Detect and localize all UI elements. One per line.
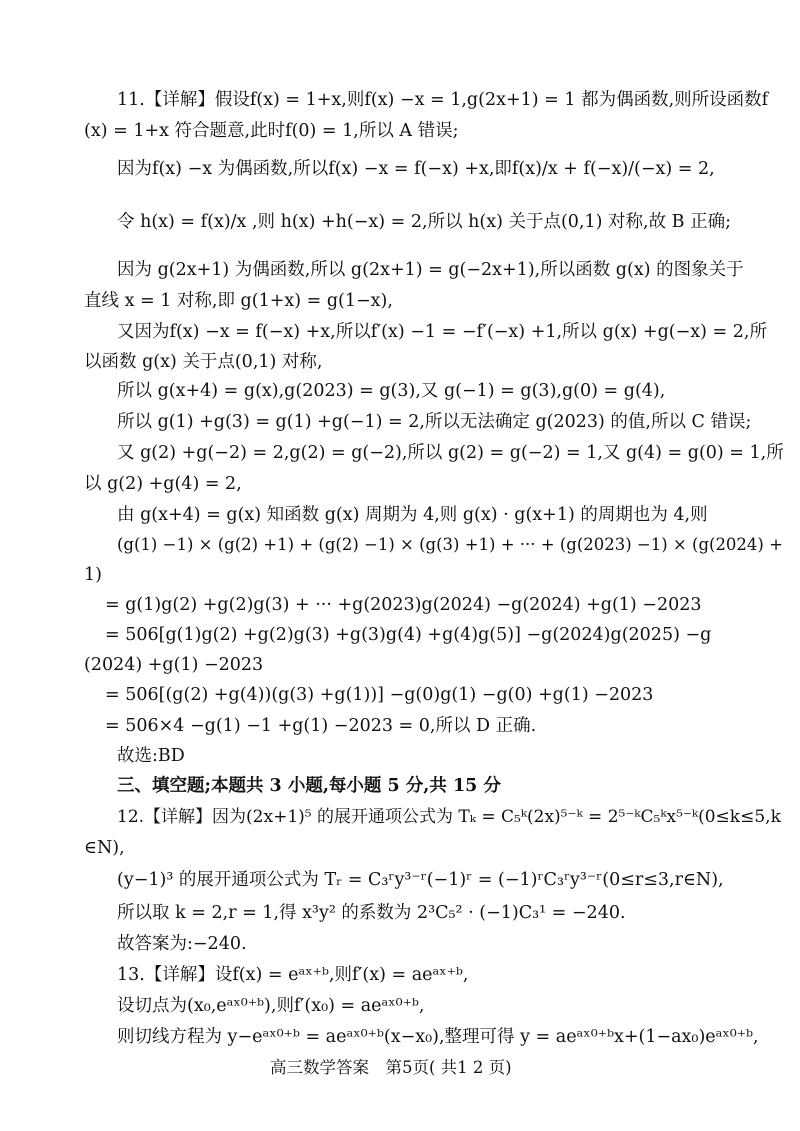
text-line: 由 g(x+4) = g(x) 知函数 g(x) 周期为 4,则 g(x) · g(x+1) 的周期也为 4,则 [117,505,708,525]
text-line: 以 g(2) +g(4) = 2, [84,474,242,494]
text-line: 以函数 g(x) 关于点(0,1) 对称, [84,352,323,372]
text-line: 设切点为(x₀,eᵃˣ⁰⁺ᵇ),则f′(x₀) = aeᵃˣ⁰⁺ᵇ, [117,996,425,1016]
text-line: 直线 x = 1 对称,即 g(1+x) = g(1−x), [84,291,393,311]
text-line: = 506[(g(2) +g(4))(g(3) +g(1))] −g(0)g(1) −g(0) +g(1) −2023 [105,685,654,705]
text-line: 所以 g(1) +g(3) = g(1) +g(−1) = 2,所以无法确定 g(2023) 的值,所以 C 错误; [117,412,752,432]
text-line: 又因为f(x) −x = f(−x) +x,所以f′(x) −1 = −f′(−x) +1,所以 g(x) +g(−x) = 2,所 [117,322,767,342]
text-line: 1) [84,565,102,585]
text-line: 12.【详解】因为(2x+1)⁵ 的展开通项公式为 Tₖ = C₅ᵏ(2x)⁵⁻ᵏ = 2⁵⁻ᵏC₅ᵏx⁵⁻ᵏ(0≤k≤5,k [117,807,781,827]
text-line: 13.【详解】设f(x) = eᵃˣ⁺ᵇ,则f′(x) = aeᵃˣ⁺ᵇ, [117,965,469,985]
text-line: ∈N), [84,838,125,858]
text-line: 故答案为:−240. [117,934,247,954]
text-line: 故选:BD [117,746,185,766]
text-line: (2024) +g(1) −2023 [84,655,264,675]
text-line: = 506[g(1)g(2) +g(2)g(3) +g(3)g(4) +g(4)g(5)] −g(2024)g(2025) −g [105,625,712,645]
text-line: 因为f(x) −x 为偶函数,所以f(x) −x = f(−x) +x,即f(x)/x + f(−x)/(−x) = 2, [117,159,715,179]
text-line: (y−1)³ 的展开通项公式为 Tᵣ = C₃ʳy³⁻ʳ(−1)ʳ = (−1)ʳC₃ʳy³⁻ʳ(0≤r≤3,r∈N), [117,870,724,890]
text-line: 所以取 k = 2,r = 1,得 x³y² 的系数为 2³C₅² · (−1)C₃¹ = −240. [117,903,626,923]
text-line: = 506×4 −g(1) −1 +g(1) −2023 = 0,所以 D 正确. [105,716,537,736]
text-line: (x) = 1+x 符合题意,此时f(0) = 1,所以 A 错误; [84,121,459,141]
text-line: 因为 g(2x+1) 为偶函数,所以 g(2x+1) = g(−2x+1),所以函数 g(x) 的图象关于 [117,260,744,280]
section-heading: 三、填空题;本题共 3 小题,每小题 5 分,共 15 分 [117,776,501,796]
text-line: 则切线方程为 y−eᵃˣ⁰⁺ᵇ = aeᵃˣ⁰⁺ᵇ(x−x₀),整理可得 y = aeᵃˣ⁰⁺ᵇx+(1−ax₀)eᵃˣ⁰⁺ᵇ, [117,1027,759,1047]
text-line: 令 h(x) = f(x)/x ,则 h(x) +h(−x) = 2,所以 h(x) 关于点(0,1) 对称,故 B 正确; [117,212,731,232]
page-footer: 高三数学答案 第5页( 共1 2 页) [270,1058,512,1077]
text-line: (g(1) −1) × (g(2) +1) + (g(2) −1) × (g(3) +1) + ··· + (g(2023) −1) × (g(2024) + [117,535,783,554]
text-line: = g(1)g(2) +g(2)g(3) + ··· +g(2023)g(2024) −g(2024) +g(1) −2023 [105,595,702,615]
text-line: 所以 g(x+4) = g(x),g(2023) = g(3),又 g(−1) = g(3),g(0) = g(4), [117,381,666,401]
text-line: 又 g(2) +g(−2) = 2,g(2) = g(−2),所以 g(2) = g(−2) = 1,又 g(4) = g(0) = 1,所 [117,443,784,463]
text-line: 11.【详解】假设f(x) = 1+x,则f(x) −x = 1,g(2x+1) = 1 都为偶函数,则所设函数f [117,90,769,110]
